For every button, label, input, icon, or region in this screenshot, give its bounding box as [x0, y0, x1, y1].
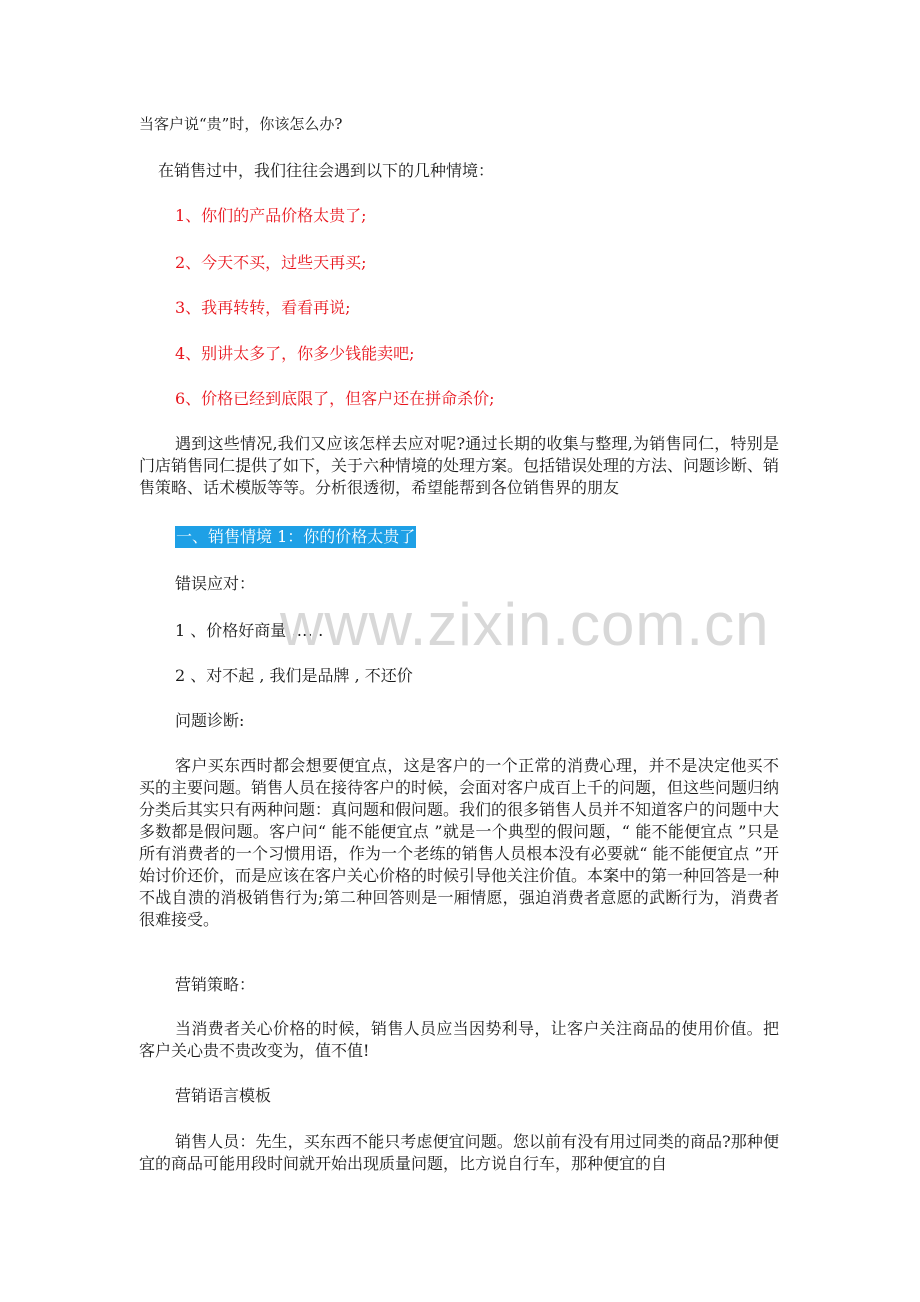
template-label: 营销语言模板 [175, 1086, 272, 1105]
strategy-paragraph: 当消费者关心价格的时候，销售人员应当因势利导，让客户关注商品的使用价值。把客户关心贵不贵改变为，值不值! [139, 1019, 779, 1060]
wrong-response-label: 错误应对： [175, 574, 256, 593]
page-title: 当客户说“贵”时，你该怎么办? [139, 115, 343, 133]
wrong-response-item: 1 、价格好商量 …… [175, 621, 324, 640]
diagnosis-paragraph: 客户买东西时都会想要便宜点，这是客户的一个正常的消费心理，并不是决定他买不买的主要问题。销售人员在接待客户的时候，会面对客户成百上千的问题，但这些问题归纳分类后其实只有两种问题：真问题和假问题。我们的很多销售人员并不知道客户的问题中大多数都是假问题。客户问“ 能不能便宜点 ”就是一个典型的假问题，“ 能不能便宜点 ”只是所有消费者的一个习惯用语，作为一个老练的销售人员根本没有必要就“ 能不能便宜点 ”开始讨价还价，而是应该在客户关心价格的时候引导他关注价值。本案中的第一种回答是一种不战自溃的消极销售行为;第二种回答则是一厢情愿，强迫消费者意愿的武断行为，消费者很难接受。 [139, 756, 780, 929]
diagnosis-label: 问题诊断: [175, 711, 245, 730]
situation-item: 1、你们的产品价格太贵了; [175, 206, 367, 225]
section-heading: 一、销售情境 1：你的价格太贵了 [176, 527, 416, 546]
situation-item: 4、别讲太多了，你多少钱能卖吧; [175, 344, 415, 363]
situation-item: 2、今天不买，过些天再买; [175, 253, 367, 272]
watermark: www.zixin.com.cn [280, 591, 770, 658]
situation-item: 6、价格已经到底限了，但客户还在拼命杀价; [175, 389, 495, 408]
template-paragraph: 销售人员：先生，买东西不能只考虑便宜问题。您以前有没有用过同类的商品?那种便宜的商品可能用段时间就开始出现质量问题，比方说自行车，那种便宜的自 [139, 1132, 779, 1173]
strategy-label: 营销策略： [175, 975, 256, 994]
situation-item: 3、我再转转，看看再说; [175, 298, 351, 317]
intro-text: 在销售过中，我们往往会遇到以下的几种情境： [158, 161, 495, 180]
intro-paragraph: 遇到这些情况,我们又应该怎样去应对呢?通过长期的收集与整理,为销售同仁，特别是门店销售同仁提供了如下，关于六种情境的处理方案。包括错误处理的方法、问题诊断、销售策略、话术模版等等。分析很透彻，希望能帮到各位销售界的朋友 [139, 434, 780, 497]
wrong-response-item: 2 、对不起 , 我们是品牌 , 不还价 [175, 666, 413, 685]
